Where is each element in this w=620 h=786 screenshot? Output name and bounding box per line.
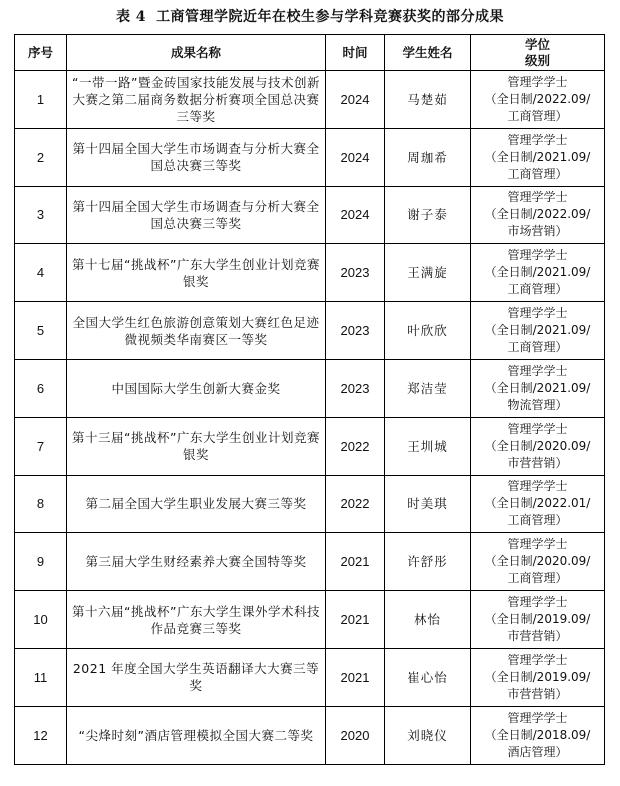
table-row: [15, 71, 605, 129]
header-degree: [471, 35, 605, 71]
results-table: [14, 34, 605, 765]
row-index: 3: [15, 186, 67, 244]
award-name: “尖烽时刻”酒店管理模拟全国大赛二等奖: [67, 706, 326, 764]
degree-level: [471, 648, 605, 706]
award-name: 第十七届“挑战杯”广东大学生创业计划竞赛银奖: [67, 244, 326, 302]
degree-level: [471, 533, 605, 591]
degree-line: 管理学学士: [507, 537, 568, 552]
student-name: 马楚茹: [385, 71, 471, 129]
degree-line: 工商管理）: [507, 282, 568, 297]
degree-line: （全日制/2020.09/: [484, 438, 591, 453]
row-index: 9: [15, 533, 67, 591]
degree-line: （全日制/2021.09/: [484, 149, 591, 164]
degree-level: [471, 591, 605, 649]
degree-level: [471, 186, 605, 244]
row-index: 2: [15, 128, 67, 186]
row-index: 6: [15, 359, 67, 417]
award-name: 第二届全国大学生职业发展大赛三等奖: [67, 475, 326, 533]
award-name: 全国大学生红色旅游创意策划大赛红色足迹微视频类华南赛区一等奖: [67, 302, 326, 360]
degree-line: （全日制/2018.09/: [484, 727, 591, 742]
row-index: 1: [15, 71, 67, 129]
award-year: 2024: [326, 186, 385, 244]
award-year: 2023: [326, 359, 385, 417]
table-row: [15, 706, 605, 764]
award-year: 2022: [326, 417, 385, 475]
degree-line: （全日制/2019.09/: [484, 669, 591, 684]
degree-level: [471, 475, 605, 533]
row-index: 12: [15, 706, 67, 764]
degree-line: 管理学学士: [507, 132, 568, 147]
degree-line: （全日制/2022.09/: [484, 91, 591, 106]
student-name: 叶欣欣: [385, 302, 471, 360]
header-name: 成果名称: [67, 35, 326, 71]
degree-line: 管理学学士: [507, 248, 568, 263]
award-year: 2020: [326, 706, 385, 764]
degree-line: 管理学学士: [507, 710, 568, 725]
header-row: [15, 35, 605, 71]
degree-line: 市营营销）: [507, 455, 568, 470]
award-year: 2021: [326, 533, 385, 591]
row-index: 4: [15, 244, 67, 302]
degree-level: [471, 417, 605, 475]
award-year: 2024: [326, 71, 385, 129]
degree-line: 工商管理）: [507, 513, 568, 528]
student-name: 许舒彤: [385, 533, 471, 591]
student-name: 王满旋: [385, 244, 471, 302]
header-index: 序号: [15, 35, 67, 71]
caption-title: 工商管理学院近年在校生参与学科竞赛获奖的部分成果: [156, 9, 505, 25]
row-index: 7: [15, 417, 67, 475]
degree-line: （全日制/2020.09/: [484, 554, 591, 569]
table-row: [15, 591, 605, 649]
award-name: 第十四届全国大学生市场调查与分析大赛全国总决赛三等奖: [67, 128, 326, 186]
student-name: 郑洁莹: [385, 359, 471, 417]
student-name: 周珈希: [385, 128, 471, 186]
degree-line: （全日制/2021.09/: [484, 380, 591, 395]
award-name: 第三届大学生财经素养大赛全国特等奖: [67, 533, 326, 591]
degree-line: 工商管理）: [507, 571, 568, 586]
degree-line: （全日制/2021.09/: [484, 265, 591, 280]
table-body: [15, 71, 605, 765]
table-row: [15, 186, 605, 244]
degree-line: 管理学学士: [507, 74, 568, 89]
degree-level: [471, 302, 605, 360]
degree-line: 市场营销）: [507, 224, 568, 239]
degree-line: 管理学学士: [507, 363, 568, 378]
award-year: 2024: [326, 128, 385, 186]
table-row: [15, 302, 605, 360]
header-student: 学生姓名: [385, 35, 471, 71]
table-row: [15, 648, 605, 706]
student-name: 时美琪: [385, 475, 471, 533]
row-index: 8: [15, 475, 67, 533]
degree-level: [471, 71, 605, 129]
row-index: 10: [15, 591, 67, 649]
award-year: 2022: [326, 475, 385, 533]
degree-line: 工商管理）: [507, 166, 568, 181]
table-caption: [0, 6, 620, 26]
header-year: 时间: [326, 35, 385, 71]
caption-label: 表 4: [115, 9, 147, 25]
degree-level: [471, 244, 605, 302]
award-year: 2021: [326, 591, 385, 649]
student-name: 王圳城: [385, 417, 471, 475]
award-year: 2021: [326, 648, 385, 706]
table-row: [15, 128, 605, 186]
table-row: [15, 417, 605, 475]
degree-level: [471, 706, 605, 764]
student-name: 谢子泰: [385, 186, 471, 244]
award-name: 中国国际大学生创新大赛金奖: [67, 359, 326, 417]
degree-level: [471, 359, 605, 417]
degree-line: （全日制/2022.01/: [484, 496, 591, 511]
degree-line: （全日制/2019.09/: [484, 612, 591, 627]
table-row: [15, 244, 605, 302]
row-index: 11: [15, 648, 67, 706]
degree-line: 物流管理）: [507, 397, 568, 412]
table-row: [15, 533, 605, 591]
student-name: 林怡: [385, 591, 471, 649]
degree-line: 工商管理）: [507, 340, 568, 355]
award-year: 2023: [326, 302, 385, 360]
degree-line: 管理学学士: [507, 479, 568, 494]
student-name: 崔心怡: [385, 648, 471, 706]
degree-line: 管理学学士: [507, 652, 568, 667]
degree-line: 管理学学士: [507, 421, 568, 436]
degree-line: 市营营销）: [507, 629, 568, 644]
degree-line: 管理学学士: [507, 190, 568, 205]
award-name: 第十六届“挑战杯”广东大学生课外学术科技作品竞赛三等奖: [67, 591, 326, 649]
table-row: [15, 359, 605, 417]
degree-line: 酒店管理）: [507, 744, 568, 759]
header-degree-line2: 级别: [524, 52, 550, 68]
award-name: “一带一路”暨金砖国家技能发展与技术创新大赛之第二届商务数据分析赛项全国总决赛三等奖: [67, 71, 326, 129]
degree-level: [471, 128, 605, 186]
degree-line: （全日制/2021.09/: [484, 323, 591, 338]
degree-line: 工商管理）: [507, 108, 568, 123]
header-degree-line1: 学位: [524, 36, 550, 52]
degree-line: 市营营销）: [507, 686, 568, 701]
row-index: 5: [15, 302, 67, 360]
award-name: 2021 年度全国大学生英语翻译大大赛三等奖: [67, 648, 326, 706]
table-row: [15, 475, 605, 533]
award-name: 第十四届全国大学生市场调查与分析大赛全国总决赛三等奖: [67, 186, 326, 244]
degree-line: 管理学学士: [507, 306, 568, 321]
degree-line: 管理学学士: [507, 595, 568, 610]
award-year: 2023: [326, 244, 385, 302]
student-name: 刘晓仪: [385, 706, 471, 764]
degree-line: （全日制/2022.09/: [484, 207, 591, 222]
award-name: 第十三届“挑战杯”广东大学生创业计划竞赛银奖: [67, 417, 326, 475]
